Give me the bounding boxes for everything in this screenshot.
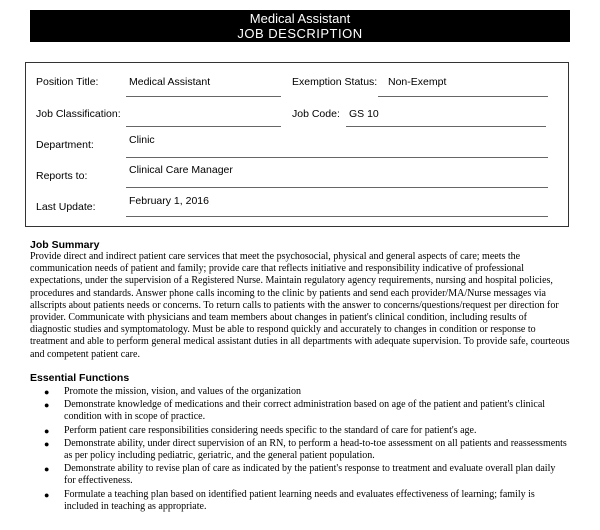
last-update-value: February 1, 2016 (129, 195, 209, 207)
job-code-label: Job Code: (292, 108, 340, 120)
summary-line: procedures and standards. Answer phone calls incoming to the clinic by patients and send each provider/MA/Nurse messages via (30, 287, 546, 299)
job-code-value: GS 10 (349, 108, 379, 120)
position-title-label: Position Title: (36, 76, 99, 88)
reports-to-underline (126, 187, 548, 188)
essential-functions-heading: Essential Functions (30, 372, 130, 384)
job-summary-heading: Job Summary (30, 239, 100, 251)
position-title-value: Medical Assistant (129, 76, 211, 88)
job-classification-underline (126, 126, 281, 127)
bullet-icon: ● (44, 489, 50, 500)
position-info-box (25, 62, 569, 227)
summary-line: and competent patient care. (30, 348, 140, 360)
summary-line: allscripts about patients needs or concerns. To return calls to patients with the answer to concerns/questions/request per direction for (30, 299, 559, 311)
bullet-icon: ● (44, 400, 50, 411)
list-item: ● Demonstrate ability, under direct supervision of an RN, to perform a head-to-toe assessment on all patients and reassessments as per policy including pediatric, geriatric, and the general patient population. (44, 437, 567, 462)
reports-to-value: Clinical Care Manager (129, 164, 233, 176)
bullet-icon: ● (44, 464, 50, 475)
exemption-status-underline (378, 96, 548, 97)
list-item: ● Demonstrate knowledge of medications and their correct administration based on age of the patient and patient's clinical condition with in scope of practice. (44, 399, 546, 423)
list-item: ● Perform patient care responsibilities considering needs specific to the standard of care for patient's age. (44, 424, 477, 436)
summary-line: Provide direct and indirect patient care services that meet the psychosocial, physical and general aspects of care; meets the (30, 251, 521, 262)
department-label: Department: (36, 139, 94, 151)
reports-to-label: Reports to: (36, 170, 88, 182)
summary-line: expectations, under the supervision of a Registered Nurse. Maintain regulatory agency requirements, nursing and hospital policies, (30, 275, 553, 287)
department-underline (126, 157, 548, 158)
bullet-icon: ● (44, 387, 50, 397)
job-code-underline (346, 126, 546, 127)
list-item: ● Formulate a teaching plan based on identified patient learning needs and evaluates effectiveness of learning; family is included in teaching as appropriate. (44, 488, 535, 512)
summary-line: communication needs of patient and family; provide care that reflects initiative and responsibility indicative of professional (30, 263, 525, 275)
position-title-underline (126, 96, 281, 97)
bullet-icon: ● (44, 425, 50, 436)
job-classification-label: Job Classification: (36, 108, 121, 120)
list-item: ● Promote the mission, vision, and values of the organization (44, 386, 302, 397)
list-item: ● Demonstrate ability to revise plan of care as indicated by the patient's response to treatment and evaluate overall plan daily for effectiveness. (44, 463, 556, 487)
document-title: Medical Assistant (249, 11, 351, 26)
essential-functions-list (30, 386, 575, 514)
bullet-icon: ● (44, 438, 50, 449)
header-banner (30, 10, 570, 42)
last-update-label: Last Update: (36, 201, 96, 213)
exemption-status-label: Exemption Status: (292, 76, 378, 88)
exemption-status-value: Non-Exempt (388, 76, 447, 88)
last-update-underline (126, 216, 548, 217)
summary-line: treatment and able to perform general medical assistant duties in all departments with adequate supervision. To provide safe, courteous (30, 336, 570, 348)
summary-line: provider. Communicate with physicians and team members about changes in patient's clinical condition, including results of (30, 312, 527, 324)
summary-line: diagnostic studies and symptomatology. Must be able to respond quickly and accurately to changes in condition or response to (30, 324, 536, 336)
job-summary-text (30, 251, 575, 361)
document-subtitle: JOB DESCRIPTION (237, 26, 363, 41)
department-value: Clinic (129, 134, 155, 146)
